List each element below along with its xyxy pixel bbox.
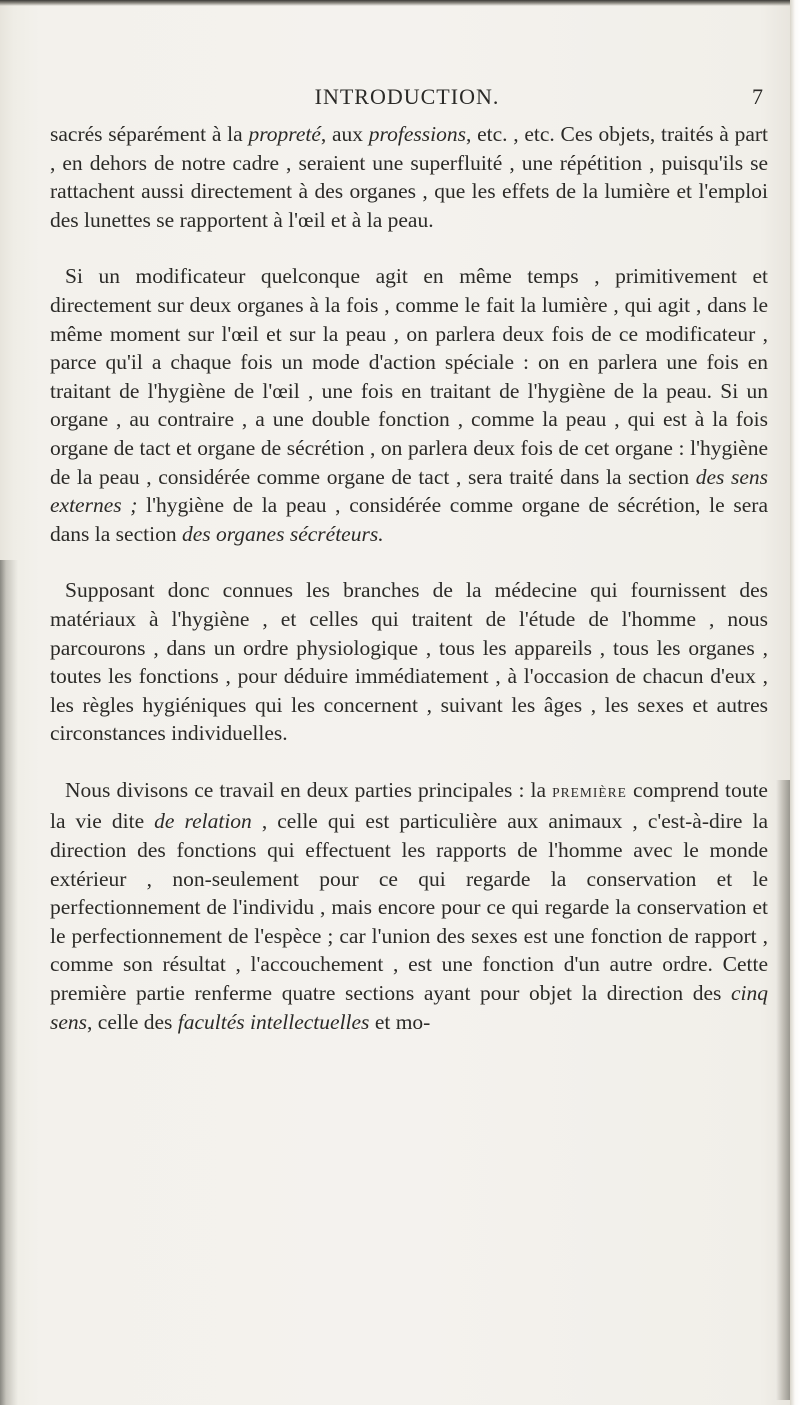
running-header (50, 84, 764, 114)
right-margin-shadow (776, 780, 790, 1400)
running-title: INTRODUCTION. (314, 84, 500, 109)
paragraph-1: sacrés séparément à la propreté, aux professions, etc. , etc. Ces objets, traités à part , en dehors de notre cadre , seraient une superfluité , une répétition , puisqu'ils se rattachent aussi directement à des organes , que les effets de la lumière et l'emploi des lunettes se rapportent à l'œil et à la peau. (50, 122, 768, 232)
page-number: 7 (752, 84, 764, 109)
left-margin-shadow (0, 560, 18, 1405)
body-text (50, 120, 768, 1036)
paragraph-3: Supposant donc connues les branches de la médecine qui fournissent des matériaux à l'hygiène , et celles qui traitent de l'étude de l'homme , nous parcourons , dans un ordre physiologique , tous les appareils , tous les organes , toutes les fonctions , pour déduire immédiatement , à l'occasion de chacun d'eux , les règles hygiéniques qui les concernent , suivant les âges , les sexes et autres circonstances individuelles. (50, 578, 768, 746)
paragraph-4: Nous divisons ce travail en deux parties principales : la PREMIÈRE comprend toute la vie dite de relation , celle qui est particulière aux animaux , c'est-à-dire la direction des fonctions qui effectuent les rapports de l'homme avec le monde extérieur , non-seulement pour ce qui regarde la conservation et le perfectionnement de l'individu , mais encore pour ce qui regarde la conservation et le perfectionnement de l'espèce ; car l'union des sexes est une fonction de rapport , comme son résultat , l'accouchement , est une fonction d'un autre ordre. Cette première partie renferme quatre sections ayant pour objet la direction des cinq sens, celle des facultés intellectuelles et mo- (50, 777, 768, 1034)
page-right-edge (790, 0, 800, 1405)
paragraph-2: Si un modificateur quelconque agit en même temps , primitivement et directement sur deux organes à la fois , comme le fait la lumière , qui agit , dans le même moment sur l'œil et sur la peau , on parlera deux fois de ce modificateur , parce qu'il a chaque fois un mode d'action spéciale : on en parlera une fois en traitant de l'hygiène de l'œil , une fois en traitant de l'hygiène de la peau. Si un organe , au contraire , a une double fonction , comme la peau , qui est à la fois organe de tact et organe de sécrétion , on parlera deux fois de cet organe : l'hygiène de la peau , considérée comme organe de tact , sera traité dans la section des sens externes ; l'hygiène de la peau , considérée comme organe de sécrétion, le sera dans la section des organes sécréteurs. (50, 264, 768, 546)
page-top-edge (0, 0, 800, 6)
